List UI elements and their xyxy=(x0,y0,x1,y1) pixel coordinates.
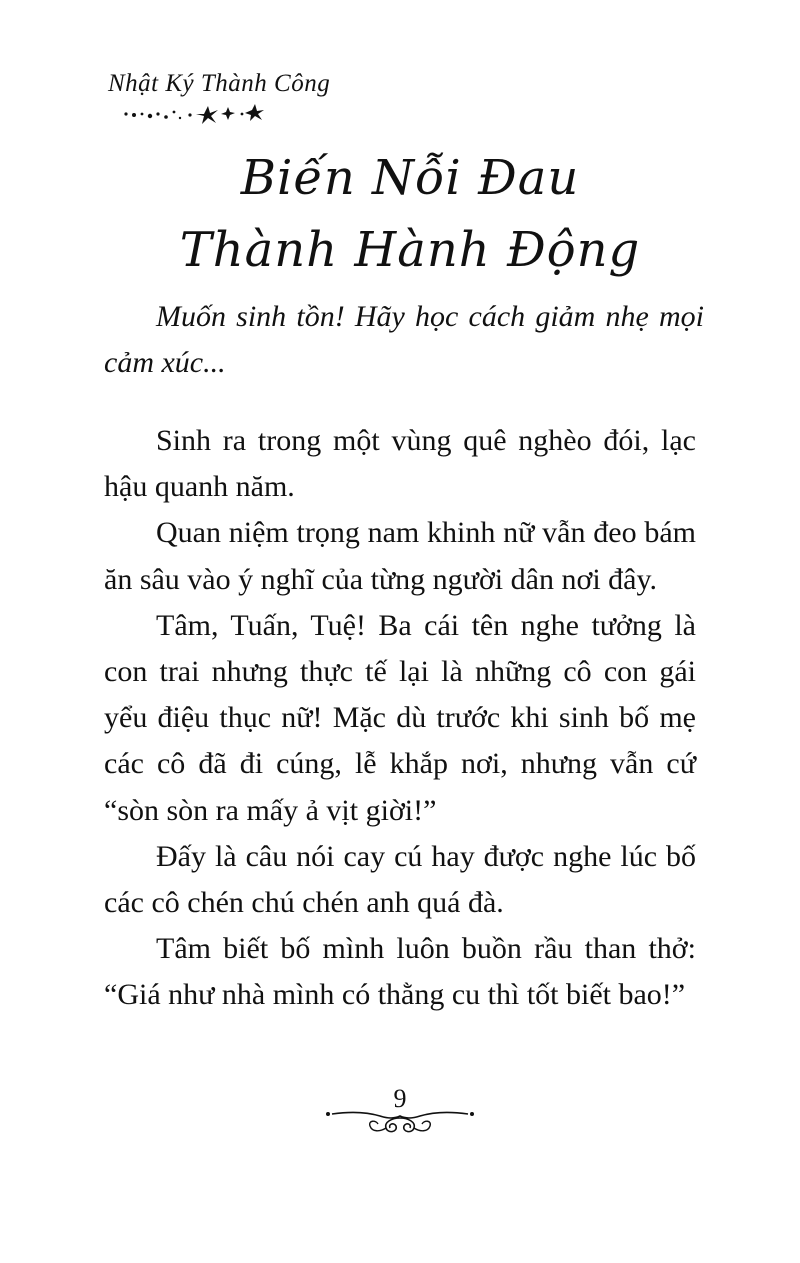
paragraph: Sinh ra trong một vùng quê nghèo đói, lạc hậu quanh năm. xyxy=(104,424,696,504)
header-ornament-icon xyxy=(120,102,270,126)
chapter-title-line-2: Thành Hành Động xyxy=(179,222,641,278)
chapter-title-line-1: Biến Nỗi Đau xyxy=(240,150,580,206)
paragraph: Tâm, Tuấn, Tuệ! Ba cái tên nghe tưởng là con trai nhưng thực tế lại là những cô con gái yểu điệu thục nữ! Mặc dù trước khi sinh bố mẹ các cô đã đi cúng, lễ khắp nơi, nhưng vẫn cứ “sòn sòn ra mấy ả vịt giời!” xyxy=(104,608,696,827)
paragraph: Tâm biết bố mình luôn buồn rầu than thở: “Giá như nhà mình có thằng cu thì tốt biết bao!” xyxy=(104,932,696,1012)
chapter-epigraph: Muốn sinh tồn! Hãy học cách giảm nhẹ mọi cảm xúc... xyxy=(104,300,704,379)
running-header-title: Nhật Ký Thành Công xyxy=(108,70,331,97)
page-number: 9 xyxy=(393,1084,407,1113)
paragraph: Đấy là câu nói cay cú hay được nghe lúc bố các cô chén chú chén anh quá đà. xyxy=(104,839,696,920)
footer-flourish-icon xyxy=(300,1102,500,1142)
body-text xyxy=(104,418,696,1019)
paragraph: Quan niệm trọng nam khinh nữ vẫn đeo bám ăn sâu vào ý nghĩ của từng người dân nơi đây. xyxy=(104,516,696,596)
page-footer xyxy=(300,1084,500,1144)
running-header xyxy=(108,62,368,132)
